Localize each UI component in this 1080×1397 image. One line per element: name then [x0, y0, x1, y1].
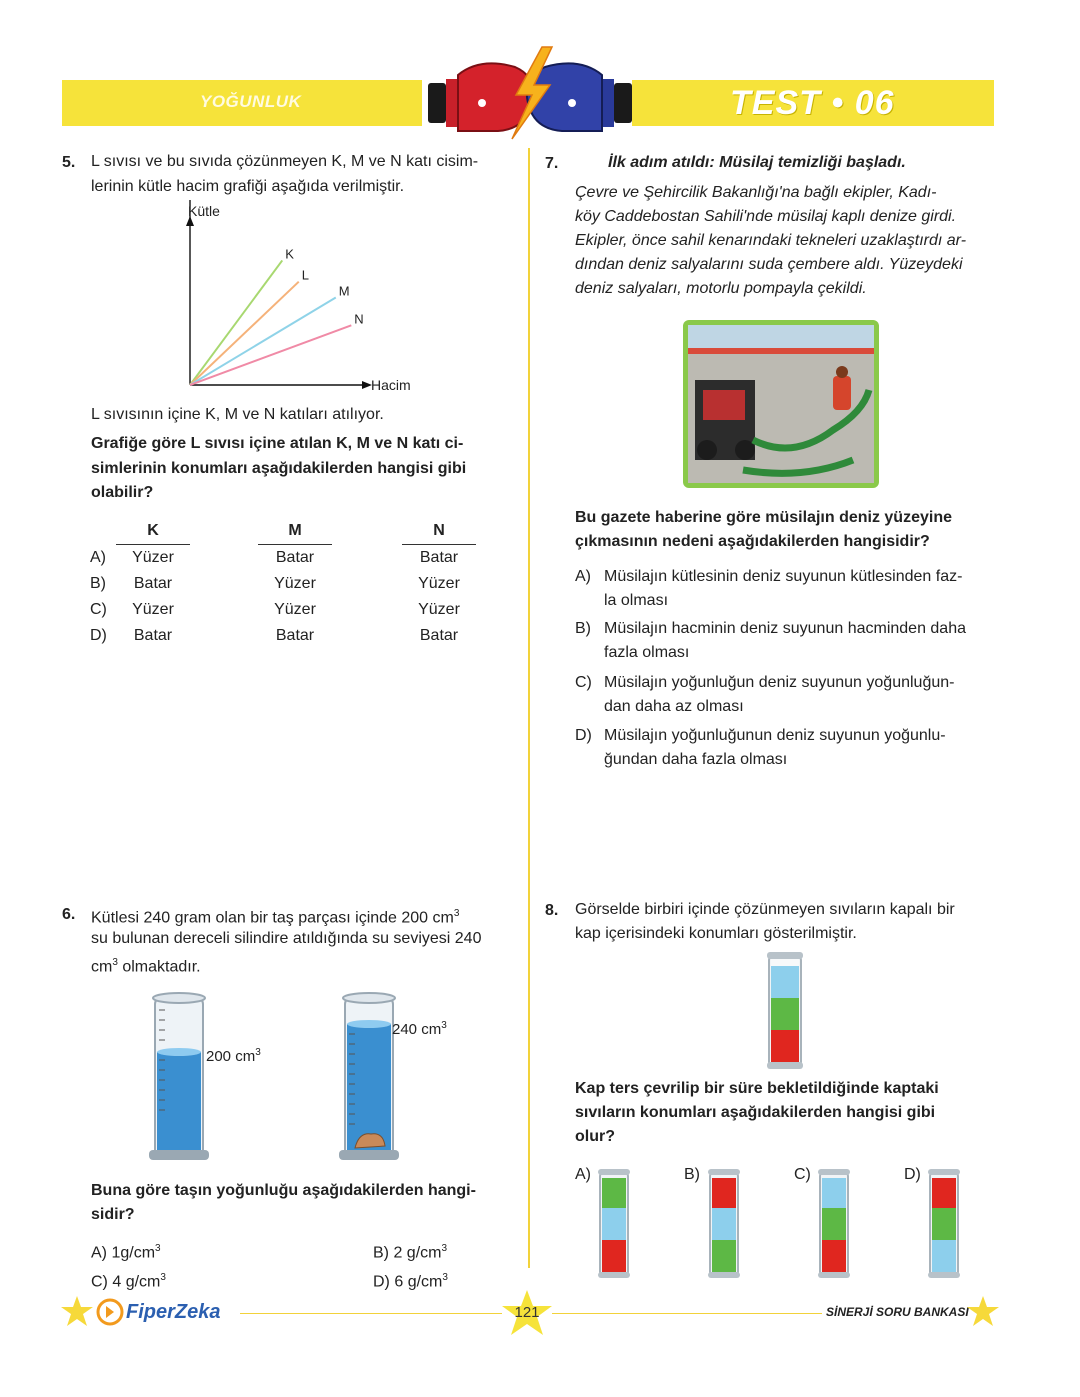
q6-label-after: [392, 1014, 447, 1043]
column-divider: [528, 148, 530, 1268]
layer-green: [712, 1240, 736, 1272]
graph-ylabel: Kütle: [188, 203, 220, 219]
q6-question-line2: sidir?: [91, 1206, 135, 1223]
cell-k: Yüzer: [132, 549, 174, 566]
q5-intro-line1: L sıvısı ve bu sıvıda çözünmeyen K, M ve N katı cisim-: [91, 153, 479, 170]
cell-m: Yüzer: [274, 601, 316, 618]
q6-line3-pre: cm: [91, 958, 113, 976]
footer-logo: FiperZeka: [126, 1301, 221, 1323]
q5-number: 5.: [62, 154, 76, 171]
option-label: D): [373, 1273, 390, 1291]
q8-option-a-container[interactable]: [597, 1168, 631, 1282]
option-value: 6 g/cm: [394, 1273, 443, 1291]
series-line-k: [190, 260, 282, 385]
option-line1: Müsilajın yoğunluğunun deniz suyunun yoğunlu-: [604, 727, 946, 744]
layer-red: [602, 1240, 626, 1272]
q7-article-line5: deniz salyaları, motorlu pompayla çekildi.: [575, 280, 867, 297]
layer-green: [932, 1208, 956, 1240]
option-value: 4 g/cm: [112, 1273, 161, 1291]
q6-line1-text: Kütlesi 240 gram olan bir taş parçası içinde 200 cm: [91, 909, 454, 927]
cell-n: Batar: [419, 627, 459, 644]
q7-question-line2: çıkmasının nedeni aşağıdakilerden hangisidir?: [575, 533, 930, 550]
q8-option-c-container[interactable]: [817, 1168, 851, 1282]
q6-option-b[interactable]: [373, 1237, 447, 1265]
cell-n: Batar: [419, 549, 459, 566]
graph-series: [190, 246, 364, 385]
q7-article-line3: Ekipler, önce sahil kenarındaki tekneleri uzaklaştırdı ar-: [575, 232, 967, 249]
test-label: TEST: [730, 84, 821, 122]
option-label: A): [575, 568, 591, 585]
q8-question-line3: olur?: [575, 1128, 615, 1145]
option-label: B): [575, 620, 591, 637]
q6-label-before-sup: 3: [255, 1047, 261, 1058]
q7-option-d[interactable]: [575, 724, 994, 774]
q8-question-line2: sıvıların konumları aşağıdakilerden hangisi gibi: [575, 1104, 936, 1121]
option-line1: Müsilajın yoğunluğun deniz suyunun yoğunluğun-: [604, 674, 955, 691]
boxing-gloves-icon: [420, 45, 640, 140]
cell-m: Yüzer: [274, 575, 316, 592]
page-number: 121: [514, 1304, 540, 1321]
option-label: B): [90, 575, 106, 592]
q7-headline: İlk adım atıldı: Müsilaj temizliği başladı.: [608, 154, 906, 171]
cell-n: Yüzer: [418, 601, 460, 618]
option-line2: dan daha az olması: [604, 698, 744, 715]
q5-header-m: M: [258, 518, 332, 545]
cell-m: Batar: [275, 627, 315, 644]
container-cap-top: [818, 1169, 850, 1175]
q6-label-before: [206, 1041, 261, 1070]
series-label-k: K: [285, 246, 294, 262]
q8-option-b-label[interactable]: B): [684, 1166, 700, 1183]
option-line1: Müsilajın kütlesinin deniz suyunun kütlesinden faz-: [604, 568, 963, 585]
container-cap-bottom: [928, 1272, 960, 1278]
q7-option-a[interactable]: [575, 565, 994, 615]
layer-red: [712, 1178, 736, 1208]
q6-option-d[interactable]: [373, 1266, 448, 1294]
logo-icon: [96, 1298, 124, 1326]
q6-option-c[interactable]: [91, 1266, 166, 1294]
layer-red: [932, 1178, 956, 1208]
cell-m: Batar: [275, 549, 315, 566]
cell-k: Batar: [133, 627, 173, 644]
q5-header-n: N: [402, 518, 476, 545]
footer-line-right: [552, 1313, 822, 1314]
test-title: [730, 84, 895, 123]
layer-blue: [602, 1208, 626, 1240]
option-sup: 3: [155, 1243, 161, 1254]
footer-line-left: [240, 1313, 502, 1314]
series-line-l: [190, 282, 299, 385]
q8-option-a-label[interactable]: A): [575, 1166, 591, 1183]
option-value: 1g/cm: [111, 1244, 156, 1262]
q6-line3-post: olmaktadır.: [117, 958, 201, 976]
q6-option-a[interactable]: [91, 1237, 161, 1265]
q8-option-c-label[interactable]: C): [794, 1166, 811, 1183]
q5-option-a[interactable]: [90, 545, 476, 572]
layer-blue: [822, 1178, 846, 1208]
q7-option-b[interactable]: [575, 617, 994, 667]
series-label-m: M: [338, 283, 350, 299]
q7-article-line4: dından deniz salyalarını suda çembere aldı. Yüzeydeki: [575, 256, 963, 273]
series-line-m: [190, 298, 336, 385]
q6-line1-sup: 3: [453, 908, 460, 919]
container-cap-top: [708, 1169, 740, 1175]
q5-question-line1: Grafiğe göre L sıvısı içine atılan K, M ve N katı ci-: [91, 435, 464, 452]
test-number: 06: [854, 84, 895, 122]
q5-question-line3: olabilir?: [91, 484, 154, 501]
q8-number: 8.: [545, 902, 559, 919]
q6-line2: su bulunan dereceli silindire atıldığında su seviyesi 240: [91, 930, 482, 947]
layer-red: [822, 1240, 846, 1272]
series-label-l: L: [301, 267, 309, 283]
q8-option-d-label[interactable]: D): [904, 1166, 921, 1183]
option-sup: 3: [442, 1272, 448, 1283]
option-sup: 3: [160, 1272, 166, 1283]
option-label: A): [90, 548, 106, 566]
q8-option-b-container[interactable]: [707, 1168, 741, 1282]
q5-option-c[interactable]: [90, 597, 476, 623]
footer-series-name: SİNERJİ SORU BANKASI: [826, 1305, 969, 1319]
option-label: B): [373, 1244, 389, 1262]
option-label: A): [91, 1244, 107, 1262]
q6-number: 6.: [62, 906, 76, 923]
q5-header-k: K: [116, 518, 190, 545]
series-label-n: N: [354, 311, 364, 327]
q6-question-line1: Buna göre taşın yoğunluğu aşağıdakilerden hangi-: [91, 1182, 476, 1199]
q8-question-line1: Kap ters çevrilip bir süre bekletildiğinde kaptaki: [575, 1080, 939, 1097]
series-line-n: [190, 325, 351, 385]
star-left-icon: [60, 1294, 94, 1328]
graph-xlabel: Hacim: [371, 377, 411, 393]
layer-green: [602, 1178, 626, 1208]
option-line1: Müsilajın hacminin deniz suyunun hacminden daha: [604, 620, 966, 637]
q7-article-line2: köy Caddebostan Sahili'nde müsilaj kaplı denize girdi.: [575, 208, 957, 225]
cell-k: Batar: [133, 575, 173, 592]
q5-option-d[interactable]: [90, 623, 476, 649]
q7-number: 7.: [545, 155, 559, 172]
q5-statement: L sıvısının içine K, M ve N katıları atılıyor.: [91, 406, 384, 423]
cylinder-before-icon: [145, 990, 215, 1165]
cell-n: Yüzer: [418, 575, 460, 592]
option-label: C): [91, 1273, 108, 1291]
option-line2: fazla olması: [604, 644, 690, 661]
layer-blue: [712, 1208, 736, 1240]
q7-article-line1: Çevre ve Şehircilik Bakanlığı'na bağlı ekipler, Kadı-: [575, 184, 937, 201]
q8-container-icon: [765, 950, 805, 1072]
q6-line3-sup: 3: [112, 957, 118, 968]
q6-label-after-sup: 3: [441, 1020, 447, 1031]
cell-k: Yüzer: [132, 601, 174, 618]
option-sup: 3: [441, 1243, 448, 1254]
musilage-photo: [683, 320, 879, 488]
option-label: C): [575, 674, 592, 691]
q8-line1: Görselde birbiri içinde çözünmeyen sıvıların kapalı bir: [575, 901, 955, 918]
q8-option-d-container[interactable]: [927, 1168, 961, 1282]
q6-line3: [91, 951, 201, 980]
q6-label-before-text: 200 cm: [206, 1048, 256, 1065]
test-dot: •: [831, 84, 855, 122]
option-line2: ğundan daha fazla olması: [604, 751, 788, 768]
q5-option-b[interactable]: [90, 571, 476, 597]
option-line2: la olması: [604, 592, 669, 609]
q5-options-table: [90, 518, 476, 649]
option-label: D): [90, 627, 107, 644]
q5-question-line2: simlerinin konumları aşağıdakilerden hangisi gibi: [91, 460, 467, 477]
layer-blue: [932, 1240, 956, 1272]
option-label: D): [575, 727, 592, 744]
q5-intro-line2: lerinin kütle hacim grafiği aşağıda verilmiştir.: [91, 178, 405, 195]
layer-green: [822, 1208, 846, 1240]
topic-title: YOĞUNLUK: [200, 92, 302, 111]
container-cap-top: [928, 1169, 960, 1175]
q6-label-after-text: 240 cm: [392, 1021, 442, 1038]
q5-mass-volume-graph: [150, 200, 430, 400]
container-cap-bottom: [598, 1272, 630, 1278]
q7-option-c[interactable]: [575, 671, 994, 721]
q7-question-line1: Bu gazete haberine göre müsilajın deniz yüzeyine: [575, 509, 952, 526]
option-value: 2 g/cm: [393, 1244, 442, 1262]
star-right-icon: [966, 1294, 1000, 1328]
container-cap-bottom: [818, 1272, 850, 1278]
q8-line2: kap içerisindeki konumları gösterilmiştir.: [575, 925, 857, 942]
option-label: C): [90, 601, 107, 618]
container-cap-bottom: [708, 1272, 740, 1278]
container-cap-top: [598, 1169, 630, 1175]
